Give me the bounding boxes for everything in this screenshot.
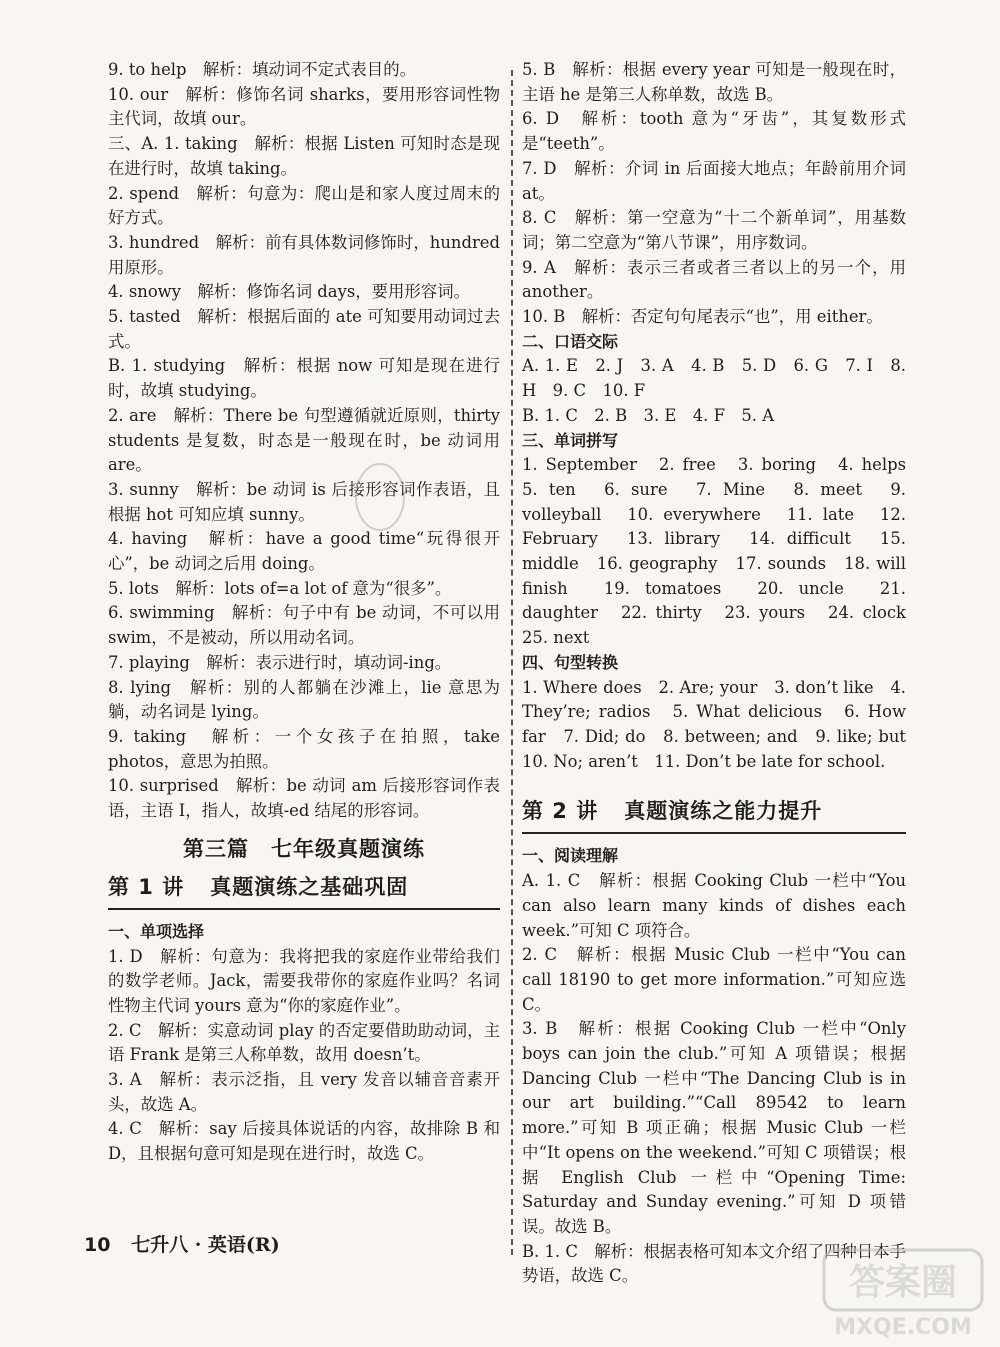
answer-item: 10. B 解析：否定句句尾表示“也”，用 either。 (522, 307, 883, 327)
answer-item: 4. C 解析：say 后接具体说话的内容，故排除 B 和 D，且根据句意可知是现在进行时，故选 C。 (108, 1119, 500, 1164)
answer-item: 6. D 解析：tooth 意为“牙齿”，其复数形式是“teeth”。 (522, 109, 906, 154)
answer-item: 2. are 解析：There be 句型遵循就近原则，thirty students 是复数，时态是一般现在时，be 动词用 are。 (108, 405, 500, 475)
lecture-name: 真题演练之能力提升 (624, 798, 823, 824)
answer-item: 2. C 解析：实意动词 play 的否定要借助助动词，主语 Frank 是第三人称单数，故用 doesn’t。 (108, 1020, 500, 1065)
answer-item: 9. taking 解析：一个女孩子在拍照，take photos，意思为拍照。 (108, 726, 500, 771)
answer-item: 7. playing 解析：表示进行时，填动词-ing。 (108, 652, 452, 672)
lecture-name: 真题演练之基础巩固 (210, 873, 409, 899)
answer-item: 3. sunny 解析：be 动词 is 后接形容词作表语，且根据 hot 可知应填 sunny。 (108, 479, 500, 524)
page-number: 10 (84, 1234, 111, 1256)
answer-item: 3. hundred 解析：前有具体数词修饰时，hundred 用原形。 (108, 232, 500, 277)
answer-item: 1. Where does 2. Are; your 3. don’t like 4. They’re; radios 5. What delicious 6. How far 7. Did; do 8. between; and 9. like; but 10. No; aren’t 11. Don’t be late for school. (522, 677, 923, 771)
answer-item: 6. swimming 解析：句子中有 be 动词，不可以用 swim，不是被动，所以用动名词。 (108, 603, 500, 648)
left-column (108, 58, 500, 1167)
answer-item: 3. A 解析：表示泛指，且 very 发音以辅音音素开头，故选 A。 (108, 1070, 500, 1114)
stamp-mark (354, 462, 406, 532)
part-title: 第三篇 七年级真题演练 (183, 836, 425, 861)
answer-item: 10. our 解析：修饰名词 sharks，要用形容词性物主代词，故填 our。 (108, 84, 500, 129)
spacer (522, 774, 906, 790)
section-heading: 一、单项选择 (108, 921, 205, 941)
answer-item: 3. B 解析：根据 Cooking Club 一栏中“Only boys can join the club.”可知 A 项错误；根据 Dancing Club 一栏中“The Dancing Club is in our art building.”“Call 89542 to learn more.”可知 B 项正确；根据 Music Club 一栏中“It opens on the weekend.”可知 C 项错误；根据 English Club 一栏中“Opening Time: Saturday and Sunday evening.”可知 D 项错误。故选 B。 (522, 1019, 906, 1236)
answer-item: 5. B 解析：根据 every year 可知是一般现在时，主语 he 是第三人称单数，故选 B。 (522, 60, 906, 104)
lecture-number: 第 2 讲 (522, 799, 599, 824)
answer-item: 5. lots 解析：lots of=a lot of 意为“很多”。 (108, 578, 452, 598)
answer-item: B. 1. C 2. B 3. E 4. F 5. A (522, 405, 775, 425)
watermark-line2: MXQE.COM (834, 1315, 972, 1340)
watermark-line1: 答案圈 (848, 1262, 958, 1303)
lecture-title (522, 794, 906, 834)
answer-item: 1. September 2. free 3. boring 4. helps 5. ten 6. sure 7. Mine 8. meet 9. volleyball 10. everywhere 11. late 12. February 13. library 14. difficult 15. middle 16. geography 17. sounds 18. will finish 19. tomatoes 20. uncle 21. daughter 22. thirty 23. yours 24. clock 25. next (522, 455, 923, 648)
section-heading: 二、口语交际 (522, 331, 619, 351)
answer-item: B. 1. C 解析：根据表格可知本文介绍了四种日本手势语，故选 C。 (522, 1241, 906, 1286)
answer-item: 三、A. 1. taking 解析：根据 Listen 可知时态是现在进行时，故填 taking。 (108, 134, 500, 178)
right-column (522, 58, 923, 1289)
section-heading: 一、阅读理解 (522, 846, 619, 866)
answer-item: 9. A 解析：表示三者或者三者以上的另一个，用 another。 (522, 257, 906, 302)
answer-item: 4. snowy 解析：修饰名词 days，要用形容词。 (108, 282, 470, 302)
answer-item: 4. having 解析：have a good time“玩得很开心”，be 动词之后用 doing。 (108, 529, 500, 574)
answer-item: 8. lying 解析：别的人都躺在沙滩上，lie 意思为躺，动名词是 lying。 (108, 677, 500, 722)
lecture-number: 第 1 讲 (108, 874, 185, 899)
answer-item: 2. spend 解析：句意为：爬山是和家人度过周末的好方式。 (108, 183, 500, 228)
section-heading: 四、句型转换 (522, 652, 619, 672)
lecture-title (108, 870, 500, 910)
answer-item: 2. C 解析：根据 Music Club 一栏中“You can call 18190 to get more information.”可知应选 C。 (522, 945, 906, 1014)
book-title: 七升八 · 英语(R) (131, 1234, 280, 1256)
answer-item: B. 1. studying 解析：根据 now 可知是现在进行时，故填 studying。 (108, 356, 500, 401)
answer-item: 9. to help 解析：填动词不定式表目的。 (108, 60, 416, 79)
column-divider (511, 70, 513, 1255)
answer-item: 1. D 解析：句意为：我将把我的家庭作业带给我们的数学老师。Jack，需要我带你的家庭作业吗？名词性物主代词 yours 意为“你的家庭作业”。 (108, 946, 500, 1015)
answer-item: A. 1. C 解析：根据 Cooking Club 一栏中“You can also learn many kinds of dishes each week.”可知 C 项符合。 (522, 871, 906, 940)
answer-item: 10. surprised 解析：be 动词 am 后接形容词作表语，主语 I，指人，故填-ed 结尾的形容词。 (108, 776, 500, 821)
section-heading: 三、单词拼写 (522, 430, 619, 450)
page-footer (84, 1232, 280, 1258)
answer-item: A. 1. E 2. J 3. A 4. B 5. D 6. G 7. I 8. H 9. C 10. F (522, 356, 906, 401)
answer-item: 5. tasted 解析：根据后面的 ate 可知要用动词过去式。 (108, 307, 500, 351)
answer-item: 8. C 解析：第一空意为“十二个新单词”，用基数词；第二空意为“第八节课”，用序数词。 (522, 208, 906, 252)
answer-item: 7. D 解析：介词 in 后面接大地点；年龄前用介词 at。 (522, 158, 906, 203)
